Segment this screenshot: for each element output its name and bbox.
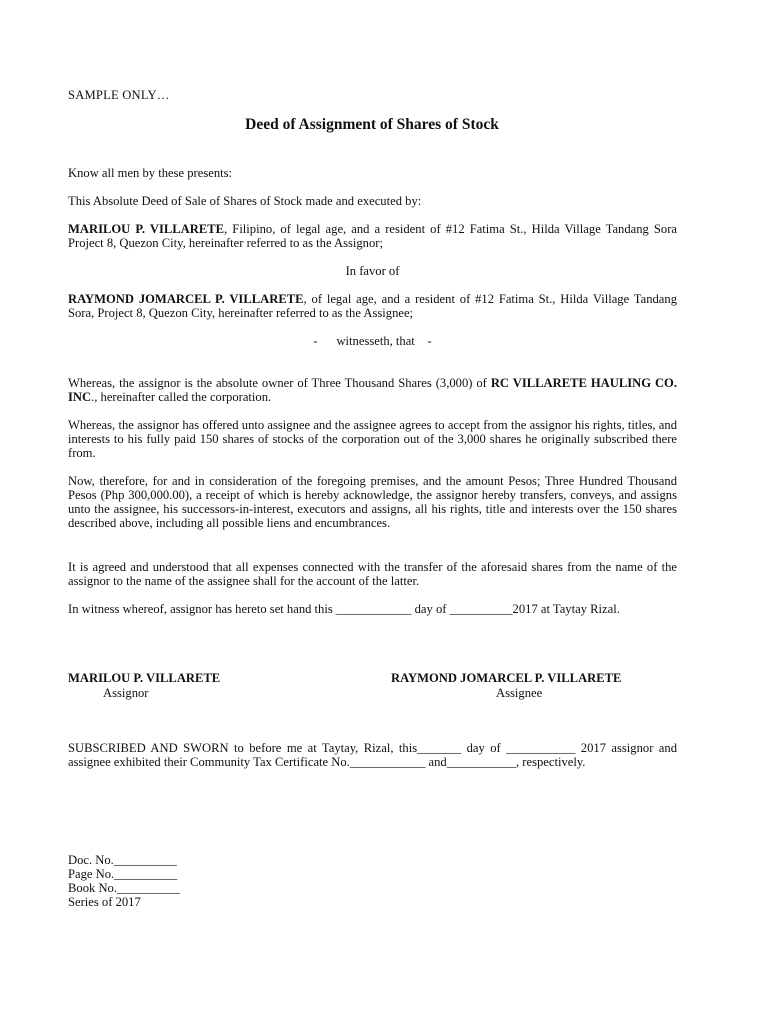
assignee-signature-role: Assignee — [496, 686, 543, 700]
document-title: Deed of Assignment of Shares of Stock — [245, 116, 499, 133]
whereas-owner-suffix: ., hereinafter called the corporation. — [91, 390, 272, 404]
company-name: RC VILLARETE HAULING CO. INC — [68, 376, 678, 404]
page-number-line: Page No.__________ — [68, 867, 178, 881]
whereas-offer-paragraph: Whereas, the assignor has offered unto assignee and the assignee agrees to accept from the assignor his rights, titles, and interests to his fully paid 150 shares of stocks of the corporation out of the 3,000 shares he originally subscribed there from. — [68, 418, 677, 460]
assignee-signature-name: RAYMOND JOMARCEL P. VILLARETE — [391, 671, 622, 685]
intro-line: Know all men by these presents: — [68, 166, 233, 180]
in-favor-line: In favor of — [345, 264, 400, 278]
witness-whereof-paragraph: In witness whereof, assignor has hereto set hand this ____________ day of __________2017 at Taytay Rizal. — [68, 602, 620, 616]
assignee-description: , of legal age, and a resident of #12 Fatima St., Hilda Village Tandang Sora, Project 8, Quezon City, hereinafter referred to as the Assignee; — [68, 292, 677, 320]
series-line: Series of 2017 — [68, 895, 141, 909]
agreement-paragraph: It is agreed and understood that all expenses connected with the transfer of the aforesaid shares from the name of the assignor to the name of the assignee shall for the account of the latter. — [68, 560, 677, 588]
doc-number-line: Doc. No.__________ — [68, 853, 177, 867]
assignee-name: RAYMOND JOMARCEL P. VILLARETE — [68, 292, 304, 306]
notary-paragraph: SUBSCRIBED AND SWORN to before me at Taytay, Rizal, this_______ day of ___________ 2017 assignor and assignee exhibited their Community Tax Certificate No.____________ and___________, respectively. — [68, 741, 677, 769]
now-therefore-paragraph: Now, therefore, for and in consideration of the foregoing premises, and the amount Pesos; Three Hundred Thousand Pesos (Php 300,000.00), a receipt of which is hereby acknowledge, the assignor hereby transfers, conveys, and assigns unto the assignee, his successors-in-interest, executors and assigns, all his rights, title and interests over the 150 shares described above, including all possible liens and encumbrances. — [68, 474, 677, 530]
assignor-description: , Filipino, of legal age, and a resident of #12 Fatima St., Hilda Village Tandang Sora Project 8, Quezon City, hereinafter referred to as the Assignor; — [68, 222, 677, 250]
sample-label: SAMPLE ONLY… — [68, 88, 170, 102]
assignor-signature-role: Assignor — [103, 686, 149, 700]
whereas-owner-paragraph — [68, 376, 677, 404]
assignor-signature-name: MARILOU P. VILLARETE — [68, 671, 221, 685]
witnesseth-line: - witnesseth, that - — [313, 334, 432, 348]
whereas-owner-text: Whereas, the assignor is the absolute owner of Three Thousand Shares (3,000) of — [68, 376, 491, 390]
assignor-paragraph — [68, 222, 677, 250]
book-number-line: Book No.__________ — [68, 881, 180, 895]
assignor-name: MARILOU P. VILLARETE — [68, 222, 225, 236]
registry-block — [68, 853, 180, 909]
assignee-paragraph — [68, 292, 677, 320]
deed-line: This Absolute Deed of Sale of Shares of Stock made and executed by: — [68, 194, 422, 208]
